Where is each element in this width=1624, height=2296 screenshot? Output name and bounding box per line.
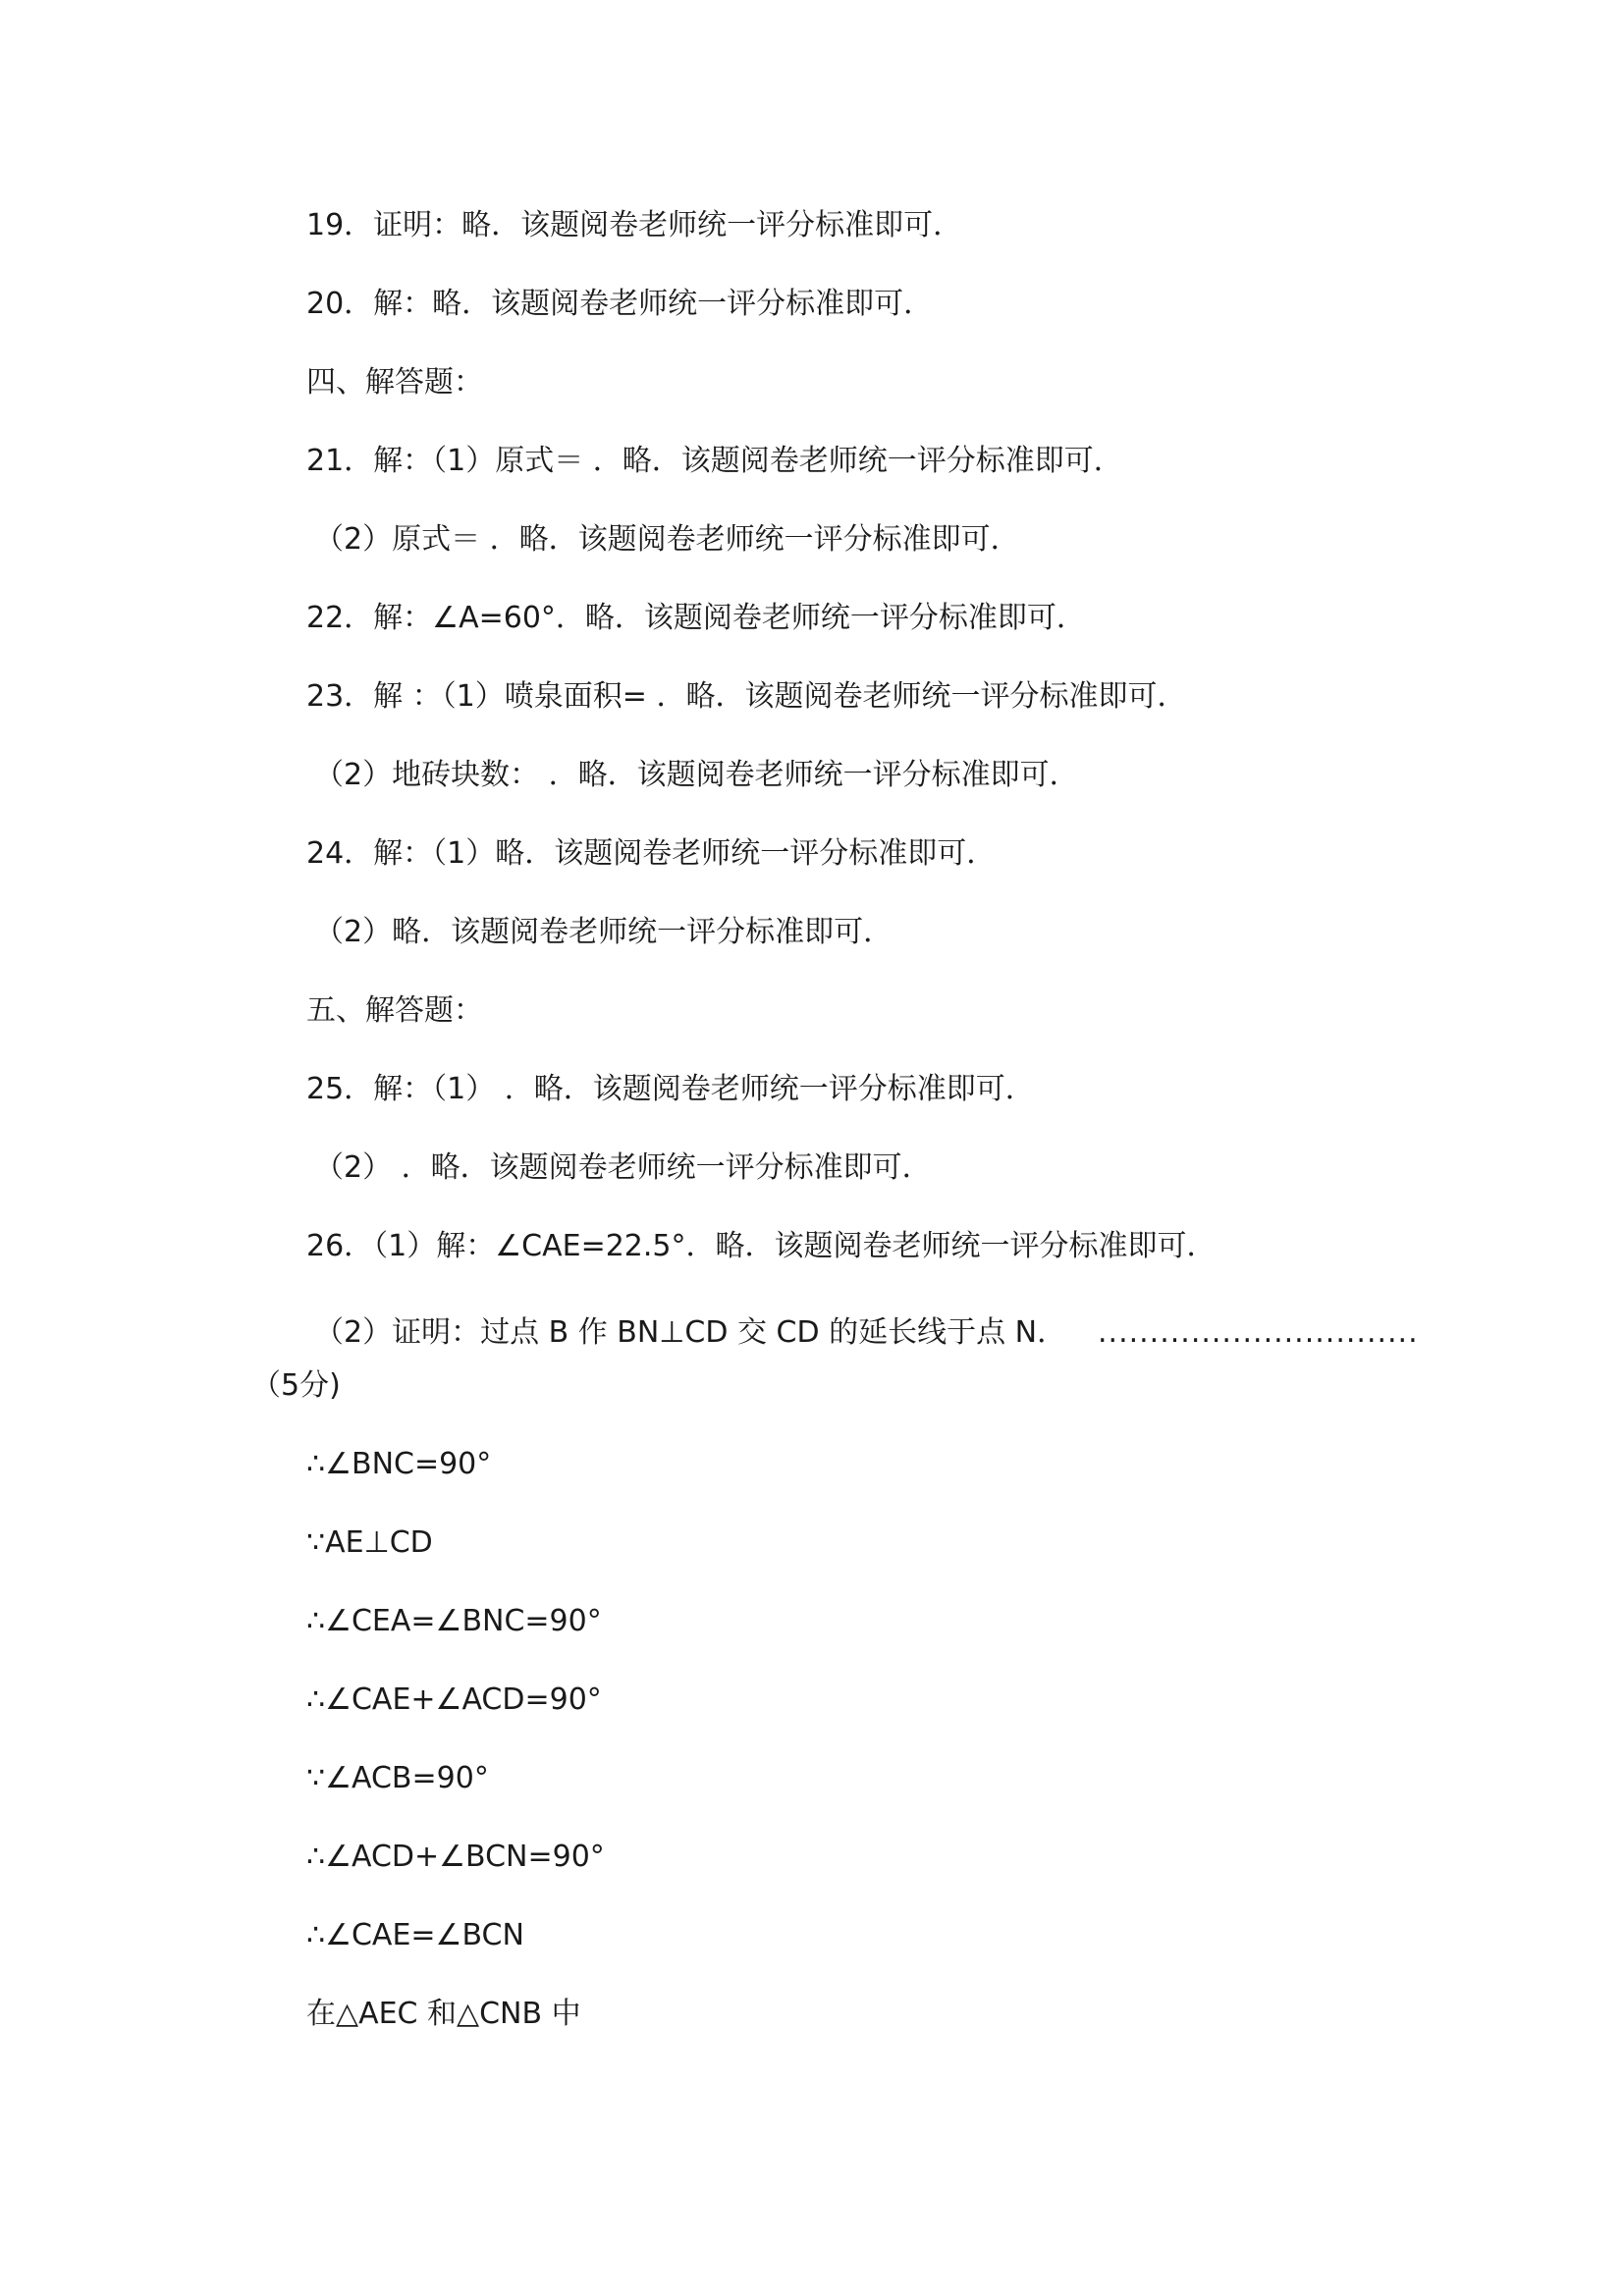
answer-25-part-2: （2） ．略．该题阅卷老师统一评分标准即可． [314,1150,932,1185]
proof-step-8: 在△AEC 和△CNB 中 [306,1997,581,2031]
answer-24-part-1: 24．解：（1）略．该题阅卷老师统一评分标准即可． [306,836,997,871]
dot-leader: ............................... [1098,1315,1419,1350]
answer-21-part-1: 21．解：（1）原式＝ ．略．该题阅卷老师统一评分标准即可． [306,444,1123,478]
answer-26-part-1: 26．（1）解：∠CAE=22.5°．略．该题阅卷老师统一评分标准即可． [306,1229,1217,1263]
answer-25-part-1: 25．解：（1） ．略．该题阅卷老师统一评分标准即可． [306,1072,1035,1106]
answer-26-part-2: （2）证明：过点 B 作 BN⊥CD 交 CD 的延长线于点 N． [314,1315,1067,1350]
score-note: （5分) [251,1368,341,1403]
answer-21-part-2: （2）原式＝ ．略．该题阅卷老师统一评分标准即可． [314,522,1020,557]
answer-22: 22．解：∠A=60°．略．该题阅卷老师统一评分标准即可． [306,601,1086,635]
answer-19: 19．证明：略．该题阅卷老师统一评分标准即可． [306,208,963,242]
answer-23-part-1: 23．解 ：（1）喷泉面积= ．略．该题阅卷老师统一评分标准即可． [306,679,1187,714]
section-heading-5: 五、解答题： [306,993,483,1028]
proof-step-2: ∵AE⊥CD [306,1525,433,1560]
proof-step-4: ∴∠CAE+∠ACD=90° [306,1682,602,1717]
proof-step-6: ∴∠ACD+∠BCN=90° [306,1840,605,1874]
proof-step-5: ∵∠ACB=90° [306,1761,489,1795]
proof-step-1: ∴∠BNC=90° [306,1447,492,1481]
section-heading-4: 四、解答题： [306,365,483,400]
proof-step-3: ∴∠CEA=∠BNC=90° [306,1604,602,1638]
answer-20: 20．解：略．该题阅卷老师统一评分标准即可． [306,287,934,321]
proof-step-7: ∴∠CAE=∠BCN [306,1918,524,1952]
answer-24-part-2: （2）略．该题阅卷老师统一评分标准即可． [314,915,893,949]
answer-23-part-2: （2）地砖块数： ．略．该题阅卷老师统一评分标准即可． [314,758,1079,792]
